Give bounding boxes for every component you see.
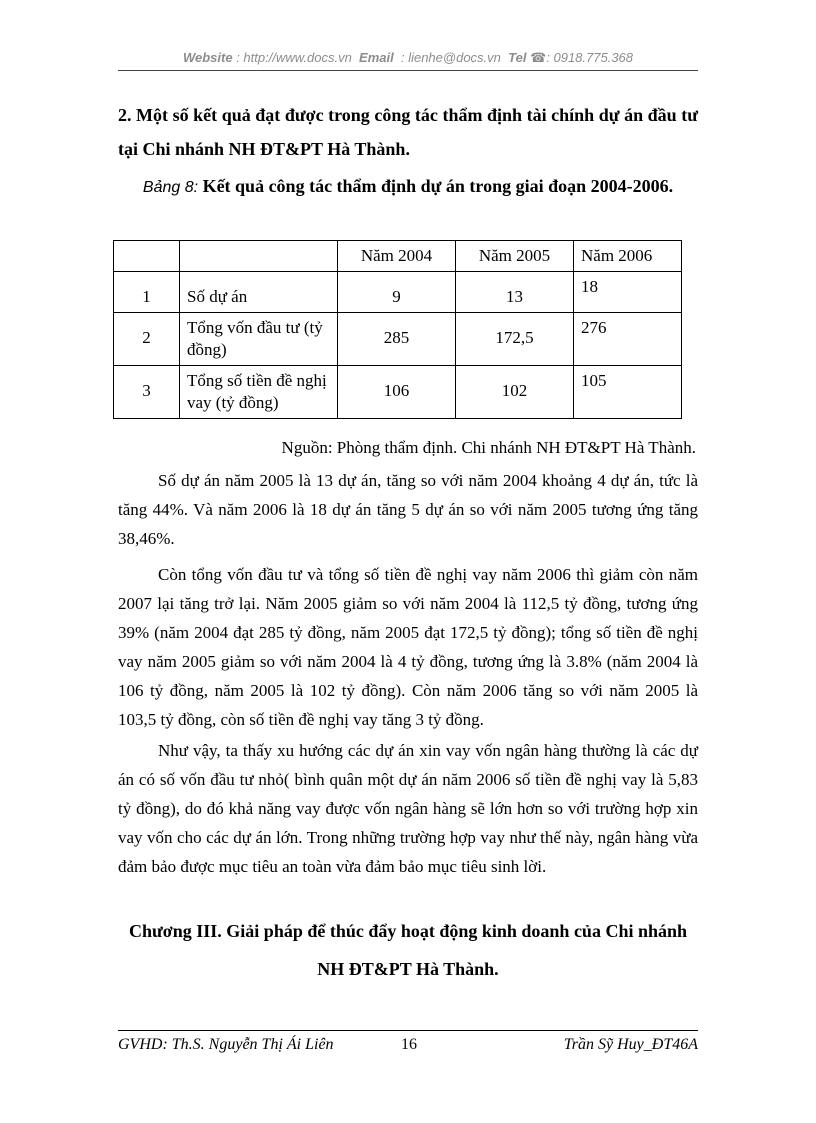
section-title: 2. Một số kết quả đạt được trong công tác thẩm định tài chính dự án đầu tư tại Chi nhánh NH ĐT&PT Hà Thành. [118, 105, 698, 159]
paragraph-3: Như vậy, ta thấy xu hướng các dự án xin vay vốn ngân hàng thường là các dự án có số vốn đầu tư nhỏ( bình quân một dự án năm 2006 số tiền đề nghị vay là 5,83 tỷ đồng), do đó khả năng vay được vốn ngân hàng sẽ lớn hơn so với trường hợp xin vay vốn cho các dự án lớn. Trong những trường hợp vay như thế này, ngân hàng vừa đảm bảo được mục tiêu an toàn vừa đảm bảo mục tiêu sinh lời. [118, 741, 698, 876]
row-index: 3 [114, 366, 180, 419]
row-value-2004: 9 [338, 272, 456, 313]
header-cell-2005: Năm 2005 [456, 241, 574, 272]
table-caption-title: Kết quả công tác thẩm định dự án trong giai đoạn 2004-2006. [202, 176, 674, 196]
email-value: : lienhe@docs.vn [400, 50, 501, 65]
header-cell-name [180, 241, 338, 272]
row-value-2005: 13 [456, 272, 574, 313]
chapter-title: Chương III. Giải pháp để thúc đẩy hoạt động kinh doanh của Chi nhánh NH ĐT&PT Hà Thành. [129, 921, 687, 979]
row-index: 1 [114, 272, 180, 313]
page-number: 16 [401, 1036, 417, 1053]
header-cell-2004: Năm 2004 [338, 241, 456, 272]
footer-advisor: GVHD: Th.S. Nguyễn Thị Ái Liên [118, 1036, 334, 1053]
table-source: Nguồn: Phòng thẩm định. Chi nhánh NH ĐT&PT Hà Thành. [281, 438, 696, 457]
paragraph-2: Còn tổng vốn đầu tư và tổng số tiền đề nghị vay năm 2006 thì giảm còn năm 2007 lại tăng trở lại. Năm 2005 giảm so với năm 2004 là 112,5 tỷ đồng, tương ứng 39% (năm 2004 đạt 285 tỷ đồng, năm 2005 đạt 172,5 tỷ đồng); tổng số tiền đề nghị vay năm 2005 giảm so với năm 2004 là 4 tỷ đồng, tương ứng là 3.8% (năm 2004 là 106 tỷ đồng, năm 2005 là 102 tỷ đồng). Còn năm 2006 tăng so với năm 2005 là 103,5 tỷ đồng, còn số tiền đề nghị vay tăng 3 tỷ đồng. [118, 565, 698, 729]
paragraph-1: Số dự án năm 2005 là 13 dự án, tăng so với năm 2004 khoảng 4 dự án, tức là tăng 44%. Và năm 2006 là 18 dự án tăng 5 dự án so với năm 2005 tương ứng tăng 38,46%. [118, 471, 698, 548]
page-footer [118, 1036, 698, 1058]
table-caption-label: Bảng 8: [142, 179, 199, 196]
table-row [114, 313, 682, 366]
tel-value: : 0918.775.368 [546, 50, 634, 65]
row-value-2006: 276 [574, 313, 682, 366]
row-value-2006: 105 [574, 366, 682, 419]
tel-label: Tel [508, 50, 527, 65]
email-label: Email [359, 50, 394, 65]
row-value-2004: 106 [338, 366, 456, 419]
table-header-row [114, 241, 682, 272]
table-caption [118, 168, 698, 206]
row-value-2006: 18 [574, 272, 682, 313]
row-index: 2 [114, 313, 180, 366]
results-table [113, 240, 682, 419]
website-label: Website [182, 50, 233, 65]
footer-author: Trần Sỹ Huy_ĐT46A [563, 1036, 698, 1053]
row-name: Tổng vốn đầu tư (tỷ đồng) [180, 313, 338, 366]
website-value: : http://www.docs.vn [236, 50, 352, 65]
header-cell-index [114, 241, 180, 272]
header-cell-2006: Năm 2006 [574, 241, 682, 272]
phone-icon: ☎ [530, 50, 547, 65]
row-name: Số dự án [180, 272, 338, 313]
row-value-2004: 285 [338, 313, 456, 366]
row-value-2005: 102 [456, 366, 574, 419]
row-name: Tổng số tiền đề nghị vay (tỷ đồng) [180, 366, 338, 419]
header-divider [118, 70, 698, 71]
page-header [0, 50, 816, 66]
table-row [114, 272, 682, 313]
row-value-2005: 172,5 [456, 313, 574, 366]
footer-divider [118, 1030, 698, 1031]
table-row [114, 366, 682, 419]
